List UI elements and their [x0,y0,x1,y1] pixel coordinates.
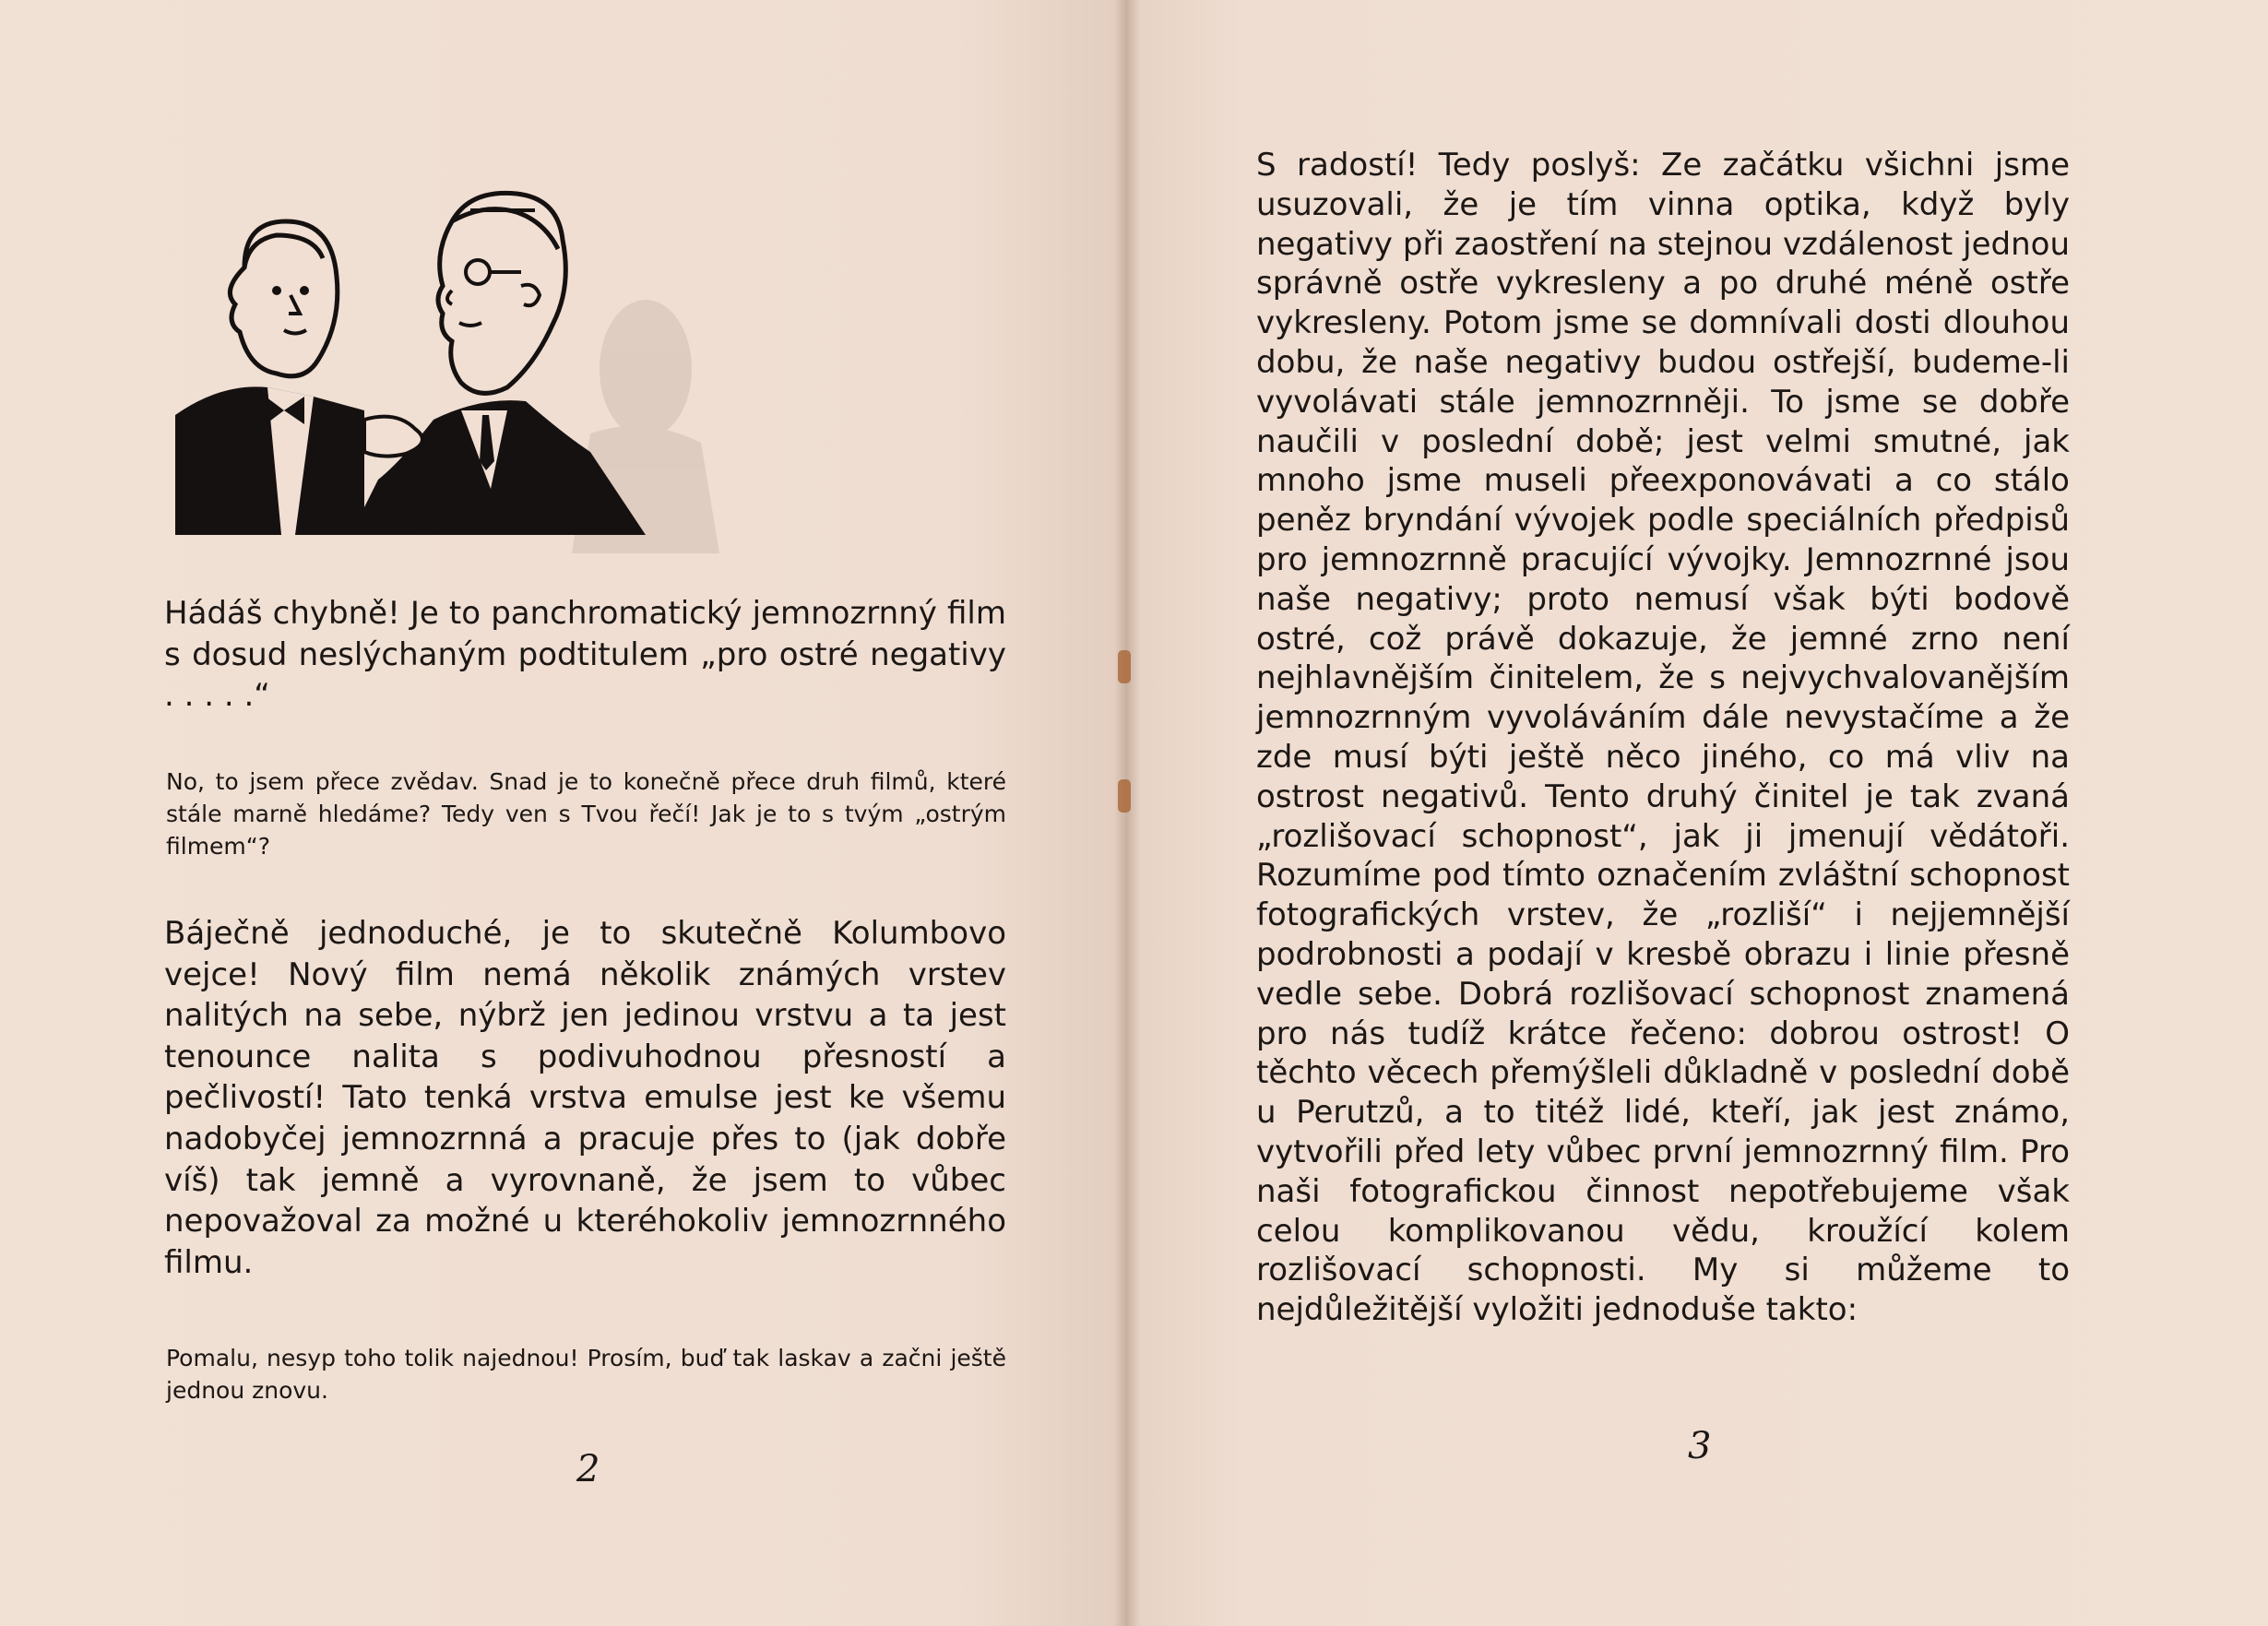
book-gutter [1114,0,1140,1626]
left-page [0,0,1127,1626]
staple-top [1118,650,1131,683]
staple-bottom [1118,779,1131,813]
left-paragraph-1: Hádáš chybně! Je to panchromatický jemnozrnný film s dosud neslýchaným podtitulem „pro ostré negativy . . . . .“ [164,595,1006,715]
right-page-number: 3 [1688,1425,1712,1467]
left-paragraph-3: Báječně jednoduché, je to skutečně Kolumbovo vejce! Nový film nemá několik známých vrstev nalitých na sebe, nýbrž jen jedinou vrstvu a ta jest tenounce nalita s podivuhodnou přesností a pečlivostí! Tato tenká vrstva emulse jest ke všemu nadobyčej jemnozrnná a pracuje přes to (jak dobře víš) tak jemně a vyrovnaně, že jsem to vůbec nepovažoval za možné u kteréhokoliv jemnozrnného filmu. [164,915,1006,1281]
left-paragraph-2: No, to jsem přece zvědav. Snad je to konečně přece druh filmů, které stále marně hledáme? Tedy ven s Tvou řečí! Jak je to s tvým „ostrým filmem“? [166,768,1006,860]
right-page [1127,0,2268,1626]
two-men-cartoon-icon [166,184,719,553]
left-paragraph-4: Pomalu, nesyp toho tolik najednou! Prosím, buď tak laskav a začni ještě jednou znovu. [166,1345,1006,1404]
left-page-number: 2 [576,1448,600,1490]
right-paragraph-1: S radostí! Tedy poslyš: Ze začátku všichni jsme usuzovali, že je tím vinna optika, když byly negativy při zaostření na stejnou vzdálenost jednou správně ostře vykresleny a po druhé méně ostře vykresleny. Potom jsme se domnívali dosti dlouhou dobu, že naše negativy budou ostřejší, budeme-li vyvolávati stále jemnozrnněji. To jsme se dobře naučili v poslední době; jest velmi smutné, jak mnoho jsme museli přeexponovávati a co stálo peněz bryndání vývojek podle speciálních předpisů pro jemnozrnně pracující vývojky. Jemnozrnné jsou naše negativy; proto nemusí však býti bodově ostré, což právě dokazuje, že jemné zrno není nejhlavnějším činitelem, že s nejvychvalovanějším jemnozrnným vyvoláváním dále nevystačíme a že zde musí býti ještě něco jiného, co má vliv na ostrost negativů. Tento druhý činitel je tak zvaná „rozlišovací schopnost“, jak ji jmenují vědátoři. Rozumíme pod tímto označením zvláštní schopnost fotografických vrstev, že „rozliší“ i nejjemnější podrobnosti a podají v kresbě obrazu i linie přesně vedle sebe. Dobrá rozlišovací schopnost znamená pro nás tudíž krátce řečeno: dobrou ostrost! O těchto věcech přemýšleli důkladně v poslední době u Perutzů, a to titéž lidé, kteří, jak jest známo, vytvořili před lety vůbec první jemnozrnný film. Pro naši fotografickou činnost nepotřebujeme však celou komplikovanou vědu, kroužící kolem rozlišovací schopnosti. My si můžeme to nejdůležitější vyložiti jednoduše takto: [1256,147,2070,1329]
